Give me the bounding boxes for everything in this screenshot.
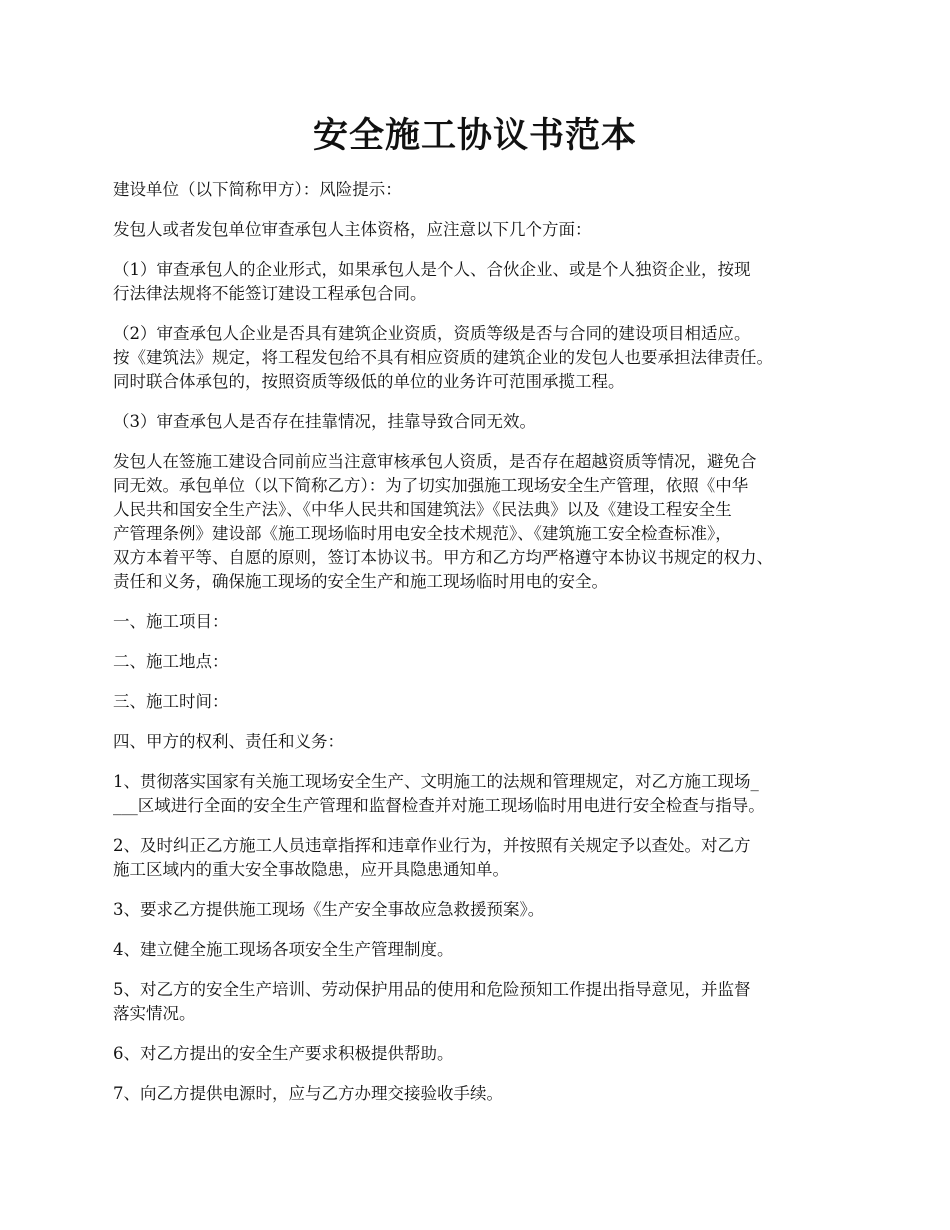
paragraph	[113, 410, 853, 434]
paragraph	[113, 178, 853, 202]
paragraph-line: 双方本着平等、自愿的原则，签订本协议书。甲方和乙方均严格遵守本协议书规定的权力、	[113, 548, 773, 567]
paragraph-line: 发包人或者发包单位审查承包人主体资格，应注意以下几个方面：	[113, 220, 592, 239]
paragraph-line: 四、甲方的权利、责任和义务：	[113, 732, 344, 751]
paragraph	[113, 450, 853, 594]
paragraph-line: （3）审查承包人是否存在挂靠情况，挂靠导致合同无效。	[113, 412, 536, 431]
paragraph-line: 按《建筑法》规定，将工程发包给不具有相应资质的建筑企业的发包人也要承担法律责任。	[113, 348, 773, 367]
paragraph-line: 施工区域内的重大安全事故隐患，应开具隐患通知单。	[113, 860, 509, 879]
paragraph	[113, 1042, 853, 1066]
paragraph-line: 4、建立健全施工现场各项安全生产管理制度。	[113, 940, 454, 959]
paragraph-line: 一、施工项目：	[113, 612, 229, 631]
paragraph-line: 同无效。承包单位（以下简称乙方）：为了切实加强施工现场安全生产管理，依照《中华	[113, 476, 749, 495]
paragraph	[113, 898, 853, 922]
paragraph-line: （2）审查承包人企业是否具有建筑企业资质，资质等级是否与合同的建设项目相适应。	[113, 324, 751, 343]
paragraph-line: 责任和义务，确保施工现场的安全生产和施工现场临时用电的安全。	[113, 572, 608, 591]
paragraph-line: 同时联合体承包的，按照资质等级低的单位的业务许可范围承揽工程。	[113, 372, 625, 391]
document-title: 安全施工协议书范本	[312, 115, 637, 156]
paragraph-line: 1、贯彻落实国家有关施工现场安全生产、文明施工的法规和管理规定，对乙方施工现场_	[113, 772, 759, 791]
paragraph	[113, 938, 853, 962]
paragraph-line: （1）审查承包人的企业形式，如果承包人是个人、合伙企业、或是个人独资企业，按现	[113, 260, 751, 279]
paragraph	[113, 218, 853, 242]
paragraph	[113, 770, 853, 818]
paragraph-line: 二、施工地点：	[113, 652, 229, 671]
paragraph-line: 三、施工时间：	[113, 692, 229, 711]
paragraph	[113, 978, 853, 1026]
paragraph-line: 产管理条例》建设部《施工现场临时用电安全技术规范》、《建筑施工安全检查标准》，	[113, 524, 732, 543]
document-body	[113, 178, 853, 1122]
paragraph	[113, 690, 853, 714]
paragraph-line: 行法律法规将不能签订建设工程承包合同。	[113, 284, 427, 303]
paragraph-line: 人民共和国安全生产法》、《中华人民共和国建筑法》《民法典》以及《建设工程安全生	[113, 500, 732, 519]
paragraph	[113, 650, 853, 674]
paragraph	[113, 610, 853, 634]
paragraph	[113, 730, 853, 754]
paragraph-line: 6、对乙方提出的安全生产要求积极提供帮助。	[113, 1044, 454, 1063]
paragraph-line: 2、及时纠正乙方施工人员违章指挥和违章作业行为，并按照有关规定予以查处。对乙方	[113, 836, 751, 855]
paragraph-line: 建设单位（以下简称甲方）：风险提示：	[113, 180, 402, 199]
paragraph	[113, 322, 853, 394]
paragraph-line: 5、对乙方的安全生产培训、劳动保护用品的使用和危险预知工作提出指导意见，并监督	[113, 980, 751, 999]
paragraph-line: 落实情况。	[113, 1004, 196, 1023]
paragraph	[113, 258, 853, 306]
paragraph-line: 发包人在签施工建设合同前应当注意审核承包人资质，是否存在超越资质等情况，避免合	[113, 452, 757, 471]
paragraph-line: 3、要求乙方提供施工现场《生产安全事故应急救援预案》。	[113, 900, 545, 919]
paragraph	[113, 834, 853, 882]
paragraph	[113, 1082, 853, 1106]
paragraph-line: 7、向乙方提供电源时，应与乙方办理交接验收手续。	[113, 1084, 503, 1103]
paragraph-line: ___区域进行全面的安全生产管理和监督检查并对施工现场临时用电进行安全检查与指导。	[113, 796, 765, 815]
